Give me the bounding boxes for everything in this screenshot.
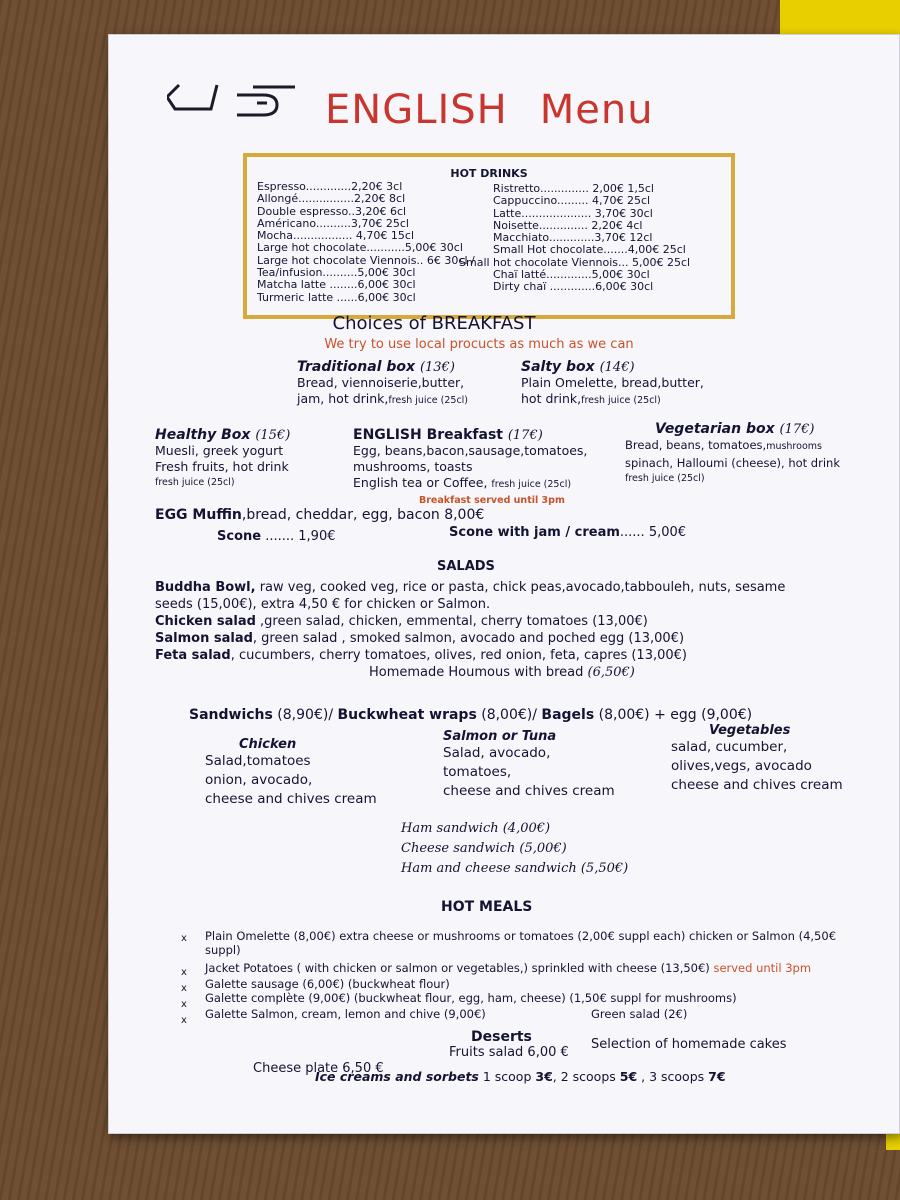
feta-salad-desc: , cucumbers, cherry tomatoes, olives, red onion, feta, capres (13,00€)	[230, 648, 687, 663]
hot-meal-green-salad: Green salad (2€)	[591, 1007, 688, 1021]
vegetarian-box-price: (17€)	[779, 422, 815, 437]
healthy-box-line2: Fresh fruits, hot drink	[155, 459, 289, 474]
salty-box-line2: hot drink,	[521, 391, 582, 406]
scone-price: ....... 1,90€	[261, 529, 336, 544]
ice-creams-name: Ice creams and sorbets	[315, 1069, 479, 1084]
chicken-salad-desc: ,green salad, chicken, emmental, cherry tomatoes (13,00€)	[255, 614, 648, 629]
english-breakfast-name: ENGLISH Breakfast	[353, 427, 503, 443]
drink-item: Noisette.............. 2,20€ 4cl	[493, 218, 643, 232]
sandwichs-label: Sandwichs	[189, 707, 273, 723]
drink-item: Allongé................2,20€ 8cl	[257, 192, 406, 206]
teapot-logo-icon	[167, 81, 299, 121]
traditional-box	[297, 359, 468, 409]
salty-box-line1: Plain Omelette, bread,butter,	[521, 375, 704, 390]
hot-meals-title: HOT MEALS	[441, 899, 533, 915]
drink-item: Espresso.............2,20€ 3cl	[257, 180, 403, 193]
sandwich-salmon	[443, 729, 615, 801]
english-breakfast-juice: fresh juice (25cl)	[491, 479, 572, 490]
bullet-icon: x	[181, 983, 187, 994]
houmous-item: Homemade Houmous with bread	[369, 665, 584, 680]
title-word-menu: Menu	[539, 87, 654, 133]
drink-item: Américano..........3,70€ 25cl	[257, 216, 409, 230]
sandwich-vegetables-name: Vegetables	[709, 723, 791, 738]
hot-meal-omelette-text-2: suppl)	[205, 943, 241, 957]
healthy-box	[155, 427, 290, 491]
drink-item: Tea/infusion..........5,00€ 30cl	[257, 266, 416, 280]
ice-3-scoops-price: 7€	[708, 1069, 726, 1084]
buddha-bowl-desc-2: seeds (15,00€), extra 4,50 € for chicken or Salmon.	[155, 597, 491, 612]
title-word-english: ENGLISH	[325, 87, 508, 133]
hot-meal-served-note: served until 3pm	[709, 961, 812, 975]
salmon-salad-name: Salmon salad	[155, 631, 253, 646]
hot-drinks-right-column	[459, 182, 691, 294]
vegetarian-box	[625, 421, 840, 487]
hot-meal-galette-sausage: Galette sausage (6,00€) (buckwheat flour)	[205, 977, 450, 991]
wraps-price: (8,00€)/	[476, 707, 542, 723]
hot-meal-galette-salmon: Galette Salmon, cream, lemon and chive (9,00€)	[205, 1007, 486, 1021]
sandwich-line: tomatoes,	[443, 764, 512, 780]
page-title	[325, 87, 654, 133]
breakfast-served-note: Breakfast served until 3pm	[419, 495, 565, 506]
english-breakfast-line3: English tea or Coffee,	[353, 475, 488, 490]
english-breakfast-line1: Egg, beans,bacon,sausage,tomatoes,	[353, 443, 588, 458]
drink-item: Small hot chocolate Viennois... 5,00€ 25cl	[459, 255, 691, 269]
scone-jam-name: Scone with jam / cream	[449, 525, 620, 540]
traditional-box-line1: Bread, viennoiserie,butter,	[297, 375, 465, 390]
sandwich-line: onion, avocado,	[205, 772, 313, 788]
salmon-salad-desc: , green salad , smoked salmon, avocado and poched egg (13,00€)	[252, 631, 685, 646]
bullet-icon: x	[181, 999, 187, 1010]
hot-meal-jacket-potatoes	[205, 961, 811, 975]
homemade-cakes: Selection of homemade cakes	[591, 1037, 787, 1052]
menu-sheet	[108, 34, 900, 1134]
vegetarian-box-juice: fresh juice (25cl)	[625, 473, 705, 484]
drink-item: Mocha................. 4,70€ 15cl	[257, 229, 415, 243]
ice-3-scoops: , 3 scoops	[637, 1069, 709, 1084]
salty-box-name: Salty box	[521, 359, 595, 375]
ice-creams-line	[315, 1069, 726, 1084]
sandwich-line: cheese and chives cream	[671, 777, 843, 793]
buddha-bowl-desc: raw veg, cooked veg, rice or pasta, chick peas,avocado,tabbouleh, nuts, sesame	[255, 580, 786, 595]
cheese-sandwich: Cheese sandwich (5,00€)	[401, 841, 567, 856]
sandwich-chicken	[205, 737, 377, 809]
vegetarian-box-line2: spinach, Halloumi (cheese), hot drink	[625, 456, 840, 470]
sandwichs-price: (8,90€)/	[272, 707, 338, 723]
drink-item: Large hot chocolate Viennois.. 6€ 30cl /	[257, 253, 475, 267]
hot-meal-omelette-text: Plain Omelette (8,00€) extra cheese or mushrooms or tomatoes (2,00€ suppl each) chicken or Salmon (4,50€	[205, 929, 837, 943]
bullet-icon: x	[181, 933, 187, 944]
chicken-salad-name: Chicken salad	[155, 614, 256, 629]
traditional-box-juice: fresh juice (25cl)	[388, 395, 469, 406]
traditional-box-line2: jam, hot drink,	[297, 391, 389, 406]
scone-line	[217, 529, 336, 544]
hot-drinks-left-column	[257, 181, 475, 304]
drink-item: Chaï latté.............5,00€ 30cl	[493, 268, 650, 282]
ice-1-scoop: 1 scoop	[478, 1069, 536, 1084]
drink-item: Turmeric latte ......6,00€ 30cl	[257, 290, 416, 304]
hot-meal-omelette	[205, 929, 836, 957]
drink-item: Macchiato.............3,70€ 12cl	[493, 231, 653, 245]
salads-list	[155, 579, 785, 681]
traditional-box-name: Traditional box	[297, 359, 416, 375]
sandwich-line: cheese and chives cream	[205, 791, 377, 807]
english-breakfast-price: (17€)	[507, 428, 543, 443]
houmous-price: (6,50€)	[587, 665, 635, 680]
sandwich-salmon-name: Salmon or Tuna	[443, 729, 557, 744]
healthy-box-name: Healthy Box	[155, 427, 251, 443]
salty-box	[521, 359, 704, 409]
sandwich-vegetables	[671, 723, 843, 795]
breakfast-subtitle: We try to use local procucts as much as we can	[324, 337, 634, 352]
egg-muffin-name: EGG Muffin	[155, 507, 242, 523]
ham-sandwich: Ham sandwich (4,00€)	[401, 821, 551, 836]
hot-meal-jacket-text: Jacket Potatoes ( with chicken or salmon or vegetables,) sprinkled with cheese (13,50€)	[205, 961, 710, 975]
ice-2-scoops: , 2 scoops	[552, 1069, 620, 1084]
sandwich-chicken-name: Chicken	[239, 737, 297, 752]
vegetarian-box-mushrooms: mushrooms	[766, 441, 822, 452]
scone-jam-price: ...... 5,00€	[619, 525, 687, 540]
traditional-box-price: (13€)	[419, 360, 455, 375]
healthy-box-juice: fresh juice (25cl)	[155, 477, 235, 488]
ice-2-scoops-price: 5€	[619, 1069, 638, 1084]
sandwich-line: cheese and chives cream	[443, 783, 615, 799]
salty-box-juice: fresh juice (25cl)	[581, 395, 661, 406]
drink-item: Matcha latte ........6,00€ 30cl	[257, 278, 416, 292]
vegetarian-box-name: Vegetarian box	[655, 421, 775, 437]
drink-item: Ristretto.............. 2,00€ 1,5cl	[493, 182, 654, 195]
egg-muffin-line	[155, 507, 484, 523]
ice-1-scoop-price: 3€	[535, 1069, 553, 1084]
healthy-box-price: (15€)	[255, 428, 291, 443]
english-breakfast-line2: mushrooms, toasts	[353, 459, 473, 474]
vegetarian-box-line1: Bread, beans, tomatoes,	[625, 438, 767, 452]
drink-item: Dirty chaï .............6,00€ 30cl	[493, 280, 654, 294]
hot-drinks-title: HOT DRINKS	[450, 167, 528, 180]
sandwich-extras	[401, 819, 628, 879]
sandwiches-title	[189, 707, 752, 723]
wraps-label: Buckwheat wraps	[337, 707, 477, 723]
drink-item: Large hot chocolate...........5,00€ 30cl	[257, 241, 463, 255]
scone-jam-line	[449, 525, 686, 540]
bagels-price: (8,00€) + egg (9,00€)	[594, 707, 753, 723]
sandwich-line: olives,vegs, avocado	[671, 758, 812, 774]
buddha-bowl-name: Buddha Bowl,	[155, 580, 256, 595]
fruits-salad: Fruits salad 6,00 €	[449, 1045, 569, 1060]
egg-muffin-desc: ,bread, cheddar, egg, bacon 8,00€	[241, 507, 485, 523]
bullet-icon: x	[181, 967, 187, 978]
drink-item: Small Hot chocolate.......4,00€ 25cl	[493, 243, 686, 257]
sandwich-line: Salad, avocado,	[443, 745, 551, 761]
bullet-icon: x	[181, 1015, 187, 1026]
english-breakfast	[353, 427, 587, 506]
sandwich-line: salad, cucumber,	[671, 739, 788, 755]
sandwich-line: Salad,tomatoes	[205, 753, 311, 769]
drink-item: Latte.................... 3,70€ 30cl	[493, 206, 653, 220]
ham-cheese-sandwich: Ham and cheese sandwich (5,50€)	[401, 861, 629, 876]
salads-title: SALADS	[437, 559, 495, 574]
drink-item: Cappuccino......... 4,70€ 25cl	[493, 194, 651, 208]
healthy-box-line1: Muesli, greek yogurt	[155, 443, 284, 458]
cheese-plate: Cheese plate 6,50 €	[253, 1061, 384, 1076]
scone-name: Scone	[217, 529, 262, 544]
salty-box-price: (14€)	[599, 360, 635, 375]
feta-salad-name: Feta salad	[155, 648, 231, 663]
hot-drinks-box	[243, 153, 735, 319]
hot-meal-galette-complete: Galette complète (9,00€) (buckwheat flour, egg, ham, cheese) (1,50€ suppl for mushrooms)	[205, 991, 737, 1005]
bagels-label: Bagels	[541, 707, 595, 723]
breakfast-title: Choices of BREAKFAST	[332, 313, 536, 334]
drink-item: Double espresso..3,20€ 6cl	[257, 204, 407, 218]
deserts-title: Deserts	[471, 1029, 532, 1045]
